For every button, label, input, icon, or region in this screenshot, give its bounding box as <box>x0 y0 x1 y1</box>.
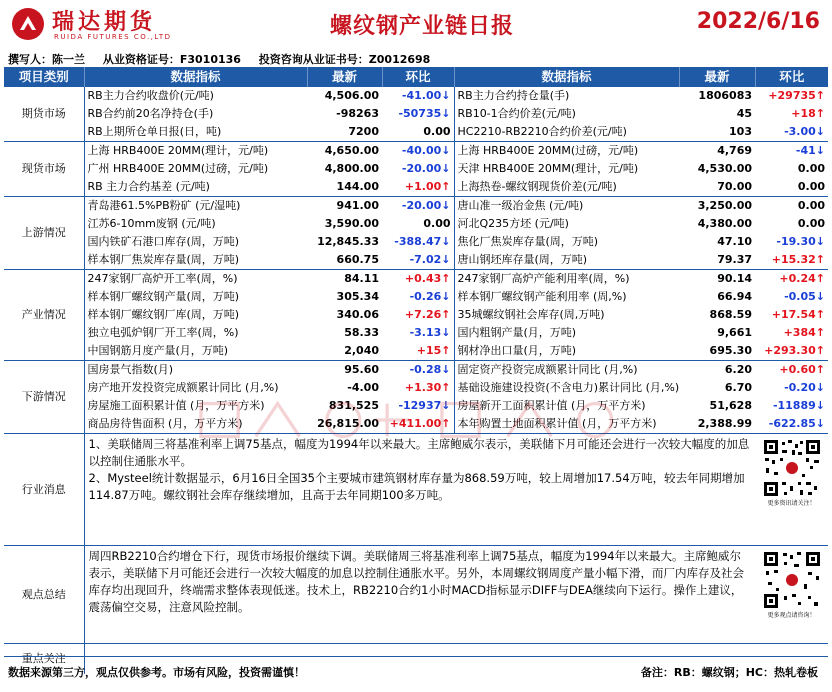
table-body <box>4 87 828 434</box>
footnote: 备注：RB：螺纹钢；HC：热轧卷板 <box>640 666 818 679</box>
news-label: 行业消息 <box>4 434 84 546</box>
indicator-value-2: 3,250.00 <box>679 197 755 216</box>
col-indicator: 数据指标 <box>84 67 307 87</box>
indicator-name: 样本钢厂螺纹钢产量(周，万吨) <box>84 288 307 306</box>
indicator-value-2: 90.14 <box>679 270 755 289</box>
indicator-value-2: 4,380.00 <box>697 217 752 230</box>
indicator-value-2: 79.37 <box>717 253 752 266</box>
col-latest-2: 最新 <box>679 67 755 87</box>
table-row <box>4 142 828 161</box>
indicator-change: -50735↓ <box>398 107 451 120</box>
indicator-value: 2,040 <box>344 344 379 357</box>
indicator-change-2: +17.54↑ <box>771 308 825 321</box>
author-line <box>8 51 444 67</box>
company-logo-icon <box>10 6 46 42</box>
author-name: 撰写人：陈一兰 <box>8 53 85 66</box>
indicator-value: 831,525 <box>328 399 379 412</box>
indicator-value-2: 51,628 <box>709 399 752 412</box>
indicator-name-2: RB10-1合约价差(元/吨) <box>454 105 679 123</box>
indicator-value: 58.33 <box>344 326 379 339</box>
indicator-value: 941.00 <box>307 197 382 216</box>
indicator-name-2: 钢材净出口量(月，万吨) <box>454 342 679 361</box>
news-paragraph-1: 1、美联储周三将基准利率上调75基点，幅度为1994年以来最大。主席鲍威尔表示，美联储下月可能还会进行一次较大幅度的加息以控制住通胀水平。 <box>88 437 750 468</box>
report-title: 螺纹钢产业链日报 <box>330 14 515 39</box>
col-category: 项目类别 <box>4 67 84 87</box>
indicator-name: 房产地开发投资完成额累计同比 (月,%) <box>84 379 307 397</box>
indicator-value: 144.00 <box>336 180 379 193</box>
indicator-change: +0.43↑ <box>382 270 454 289</box>
indicator-name-2: 样本钢厂螺纹钢产能利用率 (周,%) <box>454 288 679 306</box>
indicator-name: 江苏6-10mm废钢 (元/吨) <box>84 215 307 233</box>
indicator-change: +7.26↑ <box>404 308 451 321</box>
indicator-change-2: +293.30↑ <box>764 344 825 357</box>
indicator-change: +1.30↑ <box>404 381 451 394</box>
view-body: 周四RB2210合约增仓下行，现货市场报价继续下调。美联储周三将基准利率上调75基点，幅度为1994年以来最大。主席鲍威尔表示，美联储下月可能还会进行一次较大幅度的加息以控制住通胀水平。另外，本周螺纹钢周度产量小幅下滑，而厂内库存及社会库存均出现回升，终端需求整体表现低迷。技术上，RB2210合约1小时MACD指标显示DIFF与DEA继续向下运行。操作上建议，震荡偏空交易，注意风险控制。 <box>84 546 755 644</box>
table-row <box>4 306 828 324</box>
indicator-value-2: 6.20 <box>679 361 755 380</box>
indicator-value-2: 868.59 <box>709 308 752 321</box>
table-row <box>4 251 828 270</box>
table-row <box>4 160 828 178</box>
indicator-value-2: 45 <box>736 107 752 120</box>
focus-label: 重点关注 <box>4 644 84 674</box>
news-body <box>84 434 755 546</box>
indicator-change-2: -0.05↓ <box>784 290 825 303</box>
col-change-2: 环比 <box>755 67 828 87</box>
indicator-value-2: 1806083 <box>698 89 752 102</box>
indicator-name: 上海 HRB400E 20MM(理计，元/吨) <box>84 142 307 161</box>
table-row <box>4 415 828 434</box>
indicator-name: 样本钢厂螺纹钢厂库(周，万吨) <box>84 306 307 324</box>
indicator-change-2: +0.60↑ <box>755 361 828 380</box>
indicator-value: 660.75 <box>336 253 379 266</box>
indicator-name-2: 基础设施建设投资(不含电力)累计同比 (月,%) <box>454 379 679 397</box>
indicator-value-2: 70.00 <box>717 180 752 193</box>
news-qr-caption: 更多资讯请关注！ <box>767 500 816 507</box>
table-row <box>4 342 828 361</box>
indicator-change: +1.00↑ <box>404 180 451 193</box>
text-sections <box>4 434 828 674</box>
indicator-change-2: +29735↑ <box>768 89 825 102</box>
indicator-name-2: 天津 HRB400E 20MM(理计，元/吨) <box>454 160 679 178</box>
indicator-name-2: 唐山钢坯库存量(周，万吨) <box>454 251 679 270</box>
news-qr-cell <box>755 434 828 546</box>
indicator-name: 247家钢厂高炉开工率(周，%) <box>84 270 307 289</box>
indicator-name: RB合约前20名净持仓(手) <box>84 105 307 123</box>
indicator-change: -3.13↓ <box>409 326 451 339</box>
col-indicator-2: 数据指标 <box>454 67 679 87</box>
indicator-name: 商品房待售面积 (月，万平方米) <box>84 415 307 434</box>
section-category: 下游情况 <box>4 361 84 434</box>
qr-code-icon <box>762 550 822 610</box>
indicator-value-2: 6.70 <box>724 381 752 394</box>
indicator-value-2: 9,661 <box>717 326 752 339</box>
indicator-change: -388.47↓ <box>394 235 451 248</box>
indicator-change-2: +0.24↑ <box>755 270 828 289</box>
indicator-change-2: 0.00 <box>797 217 825 230</box>
indicator-name-2: 固定资产投资完成额累计同比 (月,%) <box>454 361 679 380</box>
indicator-change-2: +18↑ <box>791 107 825 120</box>
indicator-name: RB上期所仓单日报(日，吨) <box>84 123 307 142</box>
view-row <box>4 546 828 644</box>
indicator-name-2: 国内粗钢产量(月，万吨) <box>454 324 679 342</box>
table-row <box>4 215 828 233</box>
indicator-name: 青岛港61.5%PB粉矿 (元/湿吨) <box>84 197 307 216</box>
indicator-value: 95.60 <box>307 361 382 380</box>
table-row <box>4 324 828 342</box>
indicator-name: RB 主力合约基差 (元/吨) <box>84 178 307 197</box>
table-row <box>4 197 828 216</box>
indicator-change: +15↑ <box>416 344 451 357</box>
qualification-cert: 从业资格证号：F3010136 <box>102 53 241 66</box>
company-name-en: RUIDA FUTURES CO.,LTD <box>54 33 172 41</box>
table-bottom-border <box>4 656 828 657</box>
indicator-name-2: 35城螺纹钢社会库存(周,万吨) <box>454 306 679 324</box>
table-row <box>4 87 828 105</box>
indicator-value-2: 2,388.99 <box>697 417 752 430</box>
section-category: 上游情况 <box>4 197 84 270</box>
indicator-change-2: -622.85↓ <box>768 417 825 430</box>
indicator-value: 305.34 <box>336 290 379 303</box>
indicator-value: 4,506.00 <box>324 89 379 102</box>
indicator-name: 广州 HRB400E 20MM(过磅，元/吨) <box>84 160 307 178</box>
indicator-change-2: +384↑ <box>783 326 825 339</box>
section-category: 产业情况 <box>4 270 84 361</box>
indicator-value-2: 66.94 <box>717 290 752 303</box>
indicator-value: -4.00 <box>347 381 379 394</box>
indicator-name-2: HC2210-RB2210合约价差(元/吨) <box>454 123 679 142</box>
table-row <box>4 270 828 289</box>
qr-code-icon <box>762 438 822 498</box>
indicator-change-2: 0.00 <box>797 162 825 175</box>
indicator-change: -0.28↓ <box>382 361 454 380</box>
indicator-name: RB主力合约收盘价(元/吨) <box>84 87 307 105</box>
indicator-name: 国内铁矿石港口库存(周，万吨) <box>84 233 307 251</box>
indicator-name: 房屋施工面积累计值 (月，万平方米) <box>84 397 307 415</box>
table-row <box>4 379 828 397</box>
indicator-name-2: 本年购置土地面积累计值 (月，万平方米) <box>454 415 679 434</box>
col-latest: 最新 <box>307 67 382 87</box>
view-label: 观点总结 <box>4 546 84 644</box>
table-row <box>4 123 828 142</box>
table-row <box>4 361 828 380</box>
indicator-change-2: -41↓ <box>755 142 828 161</box>
indicator-name-2: 247家钢厂高炉产能利用率(周，%) <box>454 270 679 289</box>
indicator-name-2: 上海热卷-螺纹钢现货价差(元/吨) <box>454 178 679 197</box>
indicator-change: +411.00↑ <box>389 417 451 430</box>
indicator-change-2: +15.32↑ <box>771 253 825 266</box>
indicator-name-2: 房屋新开工面积累计值 (月，万平方米) <box>454 397 679 415</box>
indicator-value: 26,815.00 <box>317 417 379 430</box>
indicator-change: -20.00↓ <box>401 162 451 175</box>
indicator-change-2: -11889↓ <box>772 399 825 412</box>
company-name: 瑞达期货 <box>52 10 157 35</box>
indicator-value: 4,800.00 <box>324 162 379 175</box>
indicator-value-2: 103 <box>729 125 752 138</box>
indicator-value: 3,590.00 <box>324 217 379 230</box>
indicator-value: 4,650.00 <box>307 142 382 161</box>
col-change: 环比 <box>382 67 454 87</box>
indicator-change: -7.02↓ <box>409 253 451 266</box>
indicator-value: 12,845.33 <box>317 235 379 248</box>
indicator-value: 7200 <box>348 125 379 138</box>
indicator-change: -12937↓ <box>398 399 451 412</box>
table-row <box>4 178 828 197</box>
indicator-change: -0.26↓ <box>409 290 451 303</box>
indicator-change-2: 0.00 <box>797 180 825 193</box>
indicator-change: -41.00↓ <box>401 89 451 102</box>
indicator-value: 84.11 <box>307 270 382 289</box>
indicator-change: 0.00 <box>423 217 451 230</box>
indicator-name-2: 上海 HRB400E 20MM(过磅，元/吨) <box>454 142 679 161</box>
indicator-change: 0.00 <box>423 125 451 138</box>
indicator-name-2: 焦化厂焦炭库存量(周，万吨) <box>454 233 679 251</box>
indicator-name-2: RB主力合约持仓量(手) <box>454 87 679 105</box>
table-row <box>4 233 828 251</box>
indicator-change-2: -3.00↓ <box>784 125 825 138</box>
indicator-change: -40.00↓ <box>382 142 454 161</box>
indicator-name: 独立电弧炉钢厂开工率(周，%) <box>84 324 307 342</box>
table-row <box>4 397 828 415</box>
news-row <box>4 434 828 546</box>
indicator-value: -98263 <box>336 107 379 120</box>
news-paragraph-2: 2、Mysteel统计数据显示，6月16日全国35个主要城市建筑钢材库存量为868.59万吨，较上周增加17.54万吨，较去年同期增加114.87万吨。螺纹钢社会库存继续增加，且高于去年同期100多万吨。 <box>88 471 745 502</box>
consulting-cert: 投资咨询从业证书号：Z0012698 <box>258 53 431 66</box>
indicator-value-2: 4,769 <box>679 142 755 161</box>
indicator-change-2: -0.20↓ <box>784 381 825 394</box>
indicator-value-2: 47.10 <box>717 235 752 248</box>
section-category: 现货市场 <box>4 142 84 197</box>
indicator-value-2: 4,530.00 <box>697 162 752 175</box>
indicator-name-2: 唐山准一级冶金焦 (元/吨) <box>454 197 679 216</box>
indicator-change-2: -19.30↓ <box>776 235 825 248</box>
indicator-change: -20.00↓ <box>382 197 454 216</box>
report-date: 2022/6/16 <box>696 9 820 34</box>
data-table <box>4 67 828 674</box>
indicator-name: 中国钢筋月度产量(月，万吨) <box>84 342 307 361</box>
view-qr-caption: 更多观点请咨询！ <box>767 612 816 619</box>
indicator-name: 样本钢厂焦炭库存量(周，万吨) <box>84 251 307 270</box>
indicator-name: 国房景气指数(月) <box>84 361 307 380</box>
view-qr-cell <box>755 546 828 644</box>
indicator-value: 340.06 <box>336 308 379 321</box>
indicator-name-2: 河北Q235方坯 (元/吨) <box>454 215 679 233</box>
report-header <box>0 0 832 48</box>
table-row <box>4 288 828 306</box>
section-category: 期货市场 <box>4 87 84 142</box>
indicator-change-2: 0.00 <box>755 197 828 216</box>
table-row <box>4 105 828 123</box>
disclaimer: 数据来源第三方，观点仅供参考。市场有风险，投资需谨慎！ <box>8 666 305 679</box>
indicator-value-2: 695.30 <box>709 344 752 357</box>
table-header-row <box>4 67 828 87</box>
